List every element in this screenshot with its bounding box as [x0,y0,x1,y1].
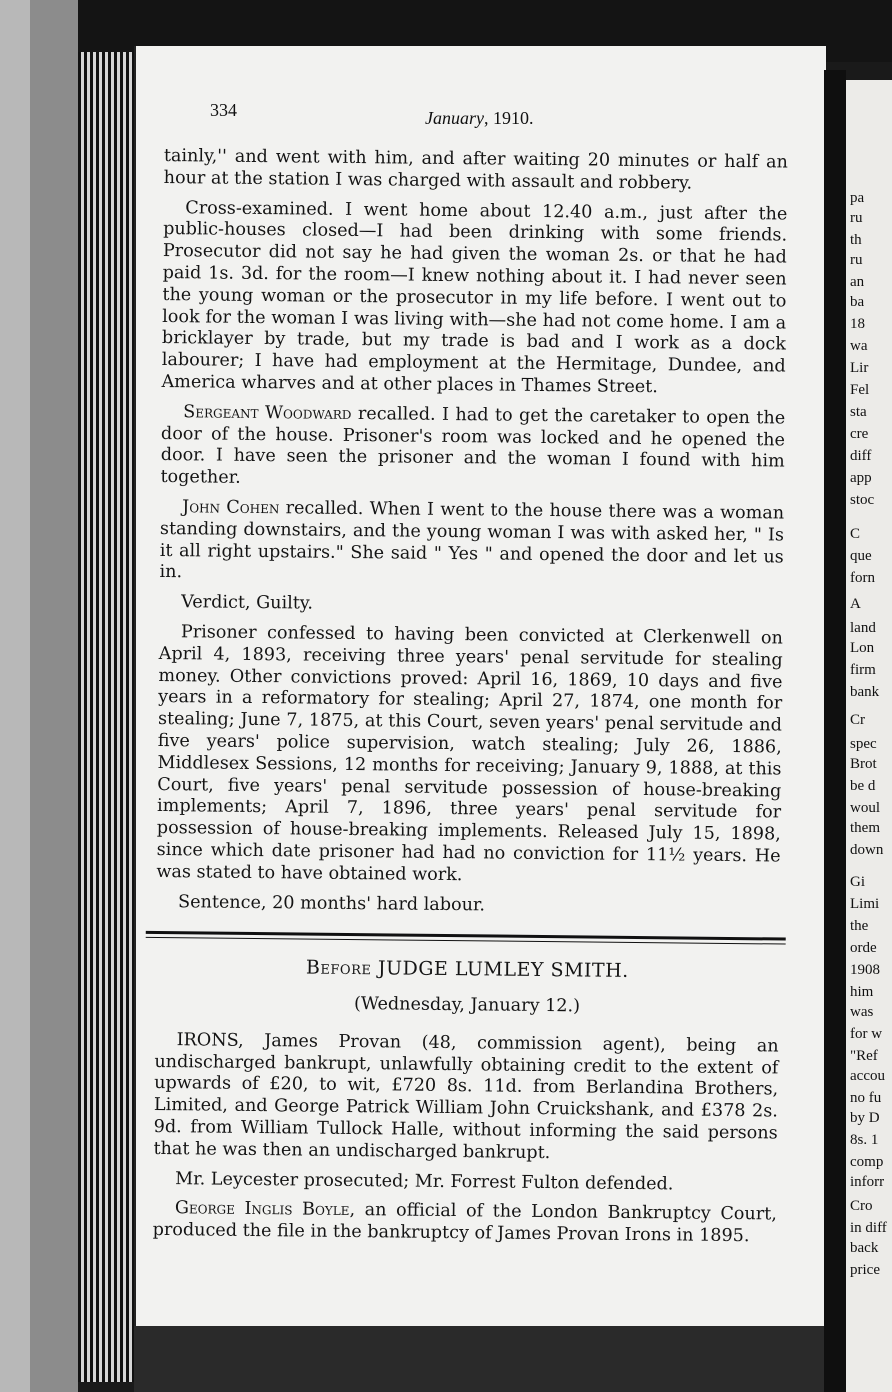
page-number: 334 [210,100,237,120]
facing-page-text: price [850,1262,880,1278]
witness-cohen: John Cohen recalled. When I went to the house there was a woman standing downstairs, and the young woman I was with asked her, " Is it all right upstairs." She said " Yes " and opened the door and let us in. [159,497,785,583]
witness-boyle: George Inglis Boyle, an official of the London Bankruptcy Court, produced the file in the bankruptcy of James Provan Irons in 1895. [152,1198,777,1247]
book-page-edges [78,52,136,1382]
facing-page-text: Fel [850,382,870,398]
facing-page-text: Cr [850,712,865,728]
witness-name: George Inglis Boyle [174,1198,350,1221]
facing-page-text: que [850,548,872,564]
facing-page-text: diff [850,448,872,464]
facing-page-text: in diff [850,1220,887,1236]
facing-page-text: woul [850,800,880,816]
defendant-name: IRONS, [176,1030,244,1051]
witness-name: Sergeant Woodward [183,401,352,424]
verdict: Verdict, Guilty. [181,592,314,614]
facing-page-text: app [850,470,872,486]
facing-page-text: him [850,984,874,1000]
book-gutter [824,70,846,1392]
facing-page-text: Brot [850,756,877,772]
facing-page-text: Limi [850,896,880,912]
page-header [210,100,770,130]
facing-page-text: "Ref [850,1048,878,1064]
facing-page-text: C [850,526,861,542]
facing-page-text: ru [850,252,863,268]
section-date: (Wednesday, January 12.) [353,994,581,1017]
facing-page-text: pa [850,190,865,206]
facing-page-text: 1908 [850,962,880,978]
facing-page-text: for w [850,1026,883,1042]
facing-page-text: cre [850,426,869,442]
facing-page-text: stoc [850,492,875,508]
facing-page-fragment [846,80,892,1392]
paragraph: tainly,'' and went with him, and after waiting 20 minutes or half an hour at the station I was charged with assault and robbery. [163,146,788,194]
facing-page-text: them [850,820,880,836]
facing-page-text: 18 [850,316,865,332]
running-head: January, 1910. [425,108,534,128]
page-body [152,146,788,1257]
case-irons: IRONS, James Provan (48, commission agent), being an undischarged bankrupt, unlawfully obtaining credit to the extent of upwards of £20, to wit, £720 8s. 11d. from Berlandina Brothers, Limited, and George Patrick William John Cruickshank, and £378 2s. 9d. from William Tullock Halle, without informing the said persons that he was then an undischarged bankrupt. [153,1030,779,1163]
facing-page-text: the [850,918,869,934]
counsel: Mr. Leycester prosecuted; Mr. Forrest Fulton defended. [175,1168,674,1195]
facing-page-text: be d [850,778,876,794]
witness-woodward: Sergeant Woodward recalled. I had to get the caretaker to open the door of the house. Prisoner's room was locked and he opened the door. I have seen the prisoner and the woman I found with him together. [160,401,786,488]
facing-page-text: ru [850,210,863,226]
facing-page-text: inforr [850,1174,885,1190]
confession: Prisoner confessed to having been convicted at Clerkenwell on April 4, 1893, receiving three years' penal servitude for stealing money. Other convictions proved: April 16, 1869, 10 days and five years in a reformatory for stealing; April 27, 1874, one month for stealing; June 7, 1875, at this Court, seven years' penal servitude and five years' police supervision, watch stealing; July 26, 1886, Middlesex Sessions, 12 months for receiving; January 9, 1888, at this Court, five years' penal servitude possession of house-breaking implements; April 7, 1896, three years' penal servitude for possession of house-breaking implements. Released July 15, 1898, since which date prisoner had had no conviction for 11½ years. He was stated to have obtained work. [156,622,783,885]
facing-page-text: orde [850,940,877,956]
facing-page-text: Lir [850,360,869,376]
facing-page-text: down [850,842,884,858]
facing-page-text: 8s. 1 [850,1132,879,1148]
scan-left-margin [0,0,78,1392]
witness-name: John Cohen [182,497,280,519]
facing-page-text: A [850,596,861,612]
facing-page-text: was [850,1004,874,1020]
facing-page-text: Gi [850,874,865,890]
facing-page-text: firm [850,662,876,678]
facing-page-text: Cro [850,1198,873,1214]
scan-bottom-shadow [134,1326,824,1392]
facing-page-text: ba [850,294,865,310]
facing-page-text: forn [850,570,875,586]
paragraph: Cross-examined. I went home about 12.40 a.m., just after the public-houses closed—I had been drinking with some friends. Prosecutor did not say he had given the woman 2s. or that he had paid 1s. 3d. for the room—I knew nothing about it. I had never seen the young woman or the prosecutor in my life before. I went out to look for the woman I was living with—she had not come home. I am a bricklayer by trade, but my trade is bad and I work as a dock labourer; I have had employment at the Hermitage, Dundee, and America wharves and at other places in Thames Street. [161,197,788,398]
facing-page-text: comp [850,1154,884,1170]
facing-page-text: Lon [850,640,875,656]
facing-page-text: spec [850,736,877,752]
facing-page-text: th [850,232,862,248]
facing-page-text: bank [850,684,880,700]
facing-page-text: by D [850,1110,880,1126]
facing-page-text: accou [850,1068,885,1084]
facing-page-text: back [850,1240,879,1256]
section-divider [146,931,786,945]
facing-page-text: no fu [850,1090,882,1106]
facing-page-text: an [850,274,865,290]
facing-page-text: sta [850,404,867,420]
facing-page-text: land [850,620,876,636]
section-heading: Before JUDGE LUMLEY SMITH. [305,956,629,983]
facing-page-text: wa [850,338,868,354]
sentence: Sentence, 20 months' hard labour. [177,891,486,915]
